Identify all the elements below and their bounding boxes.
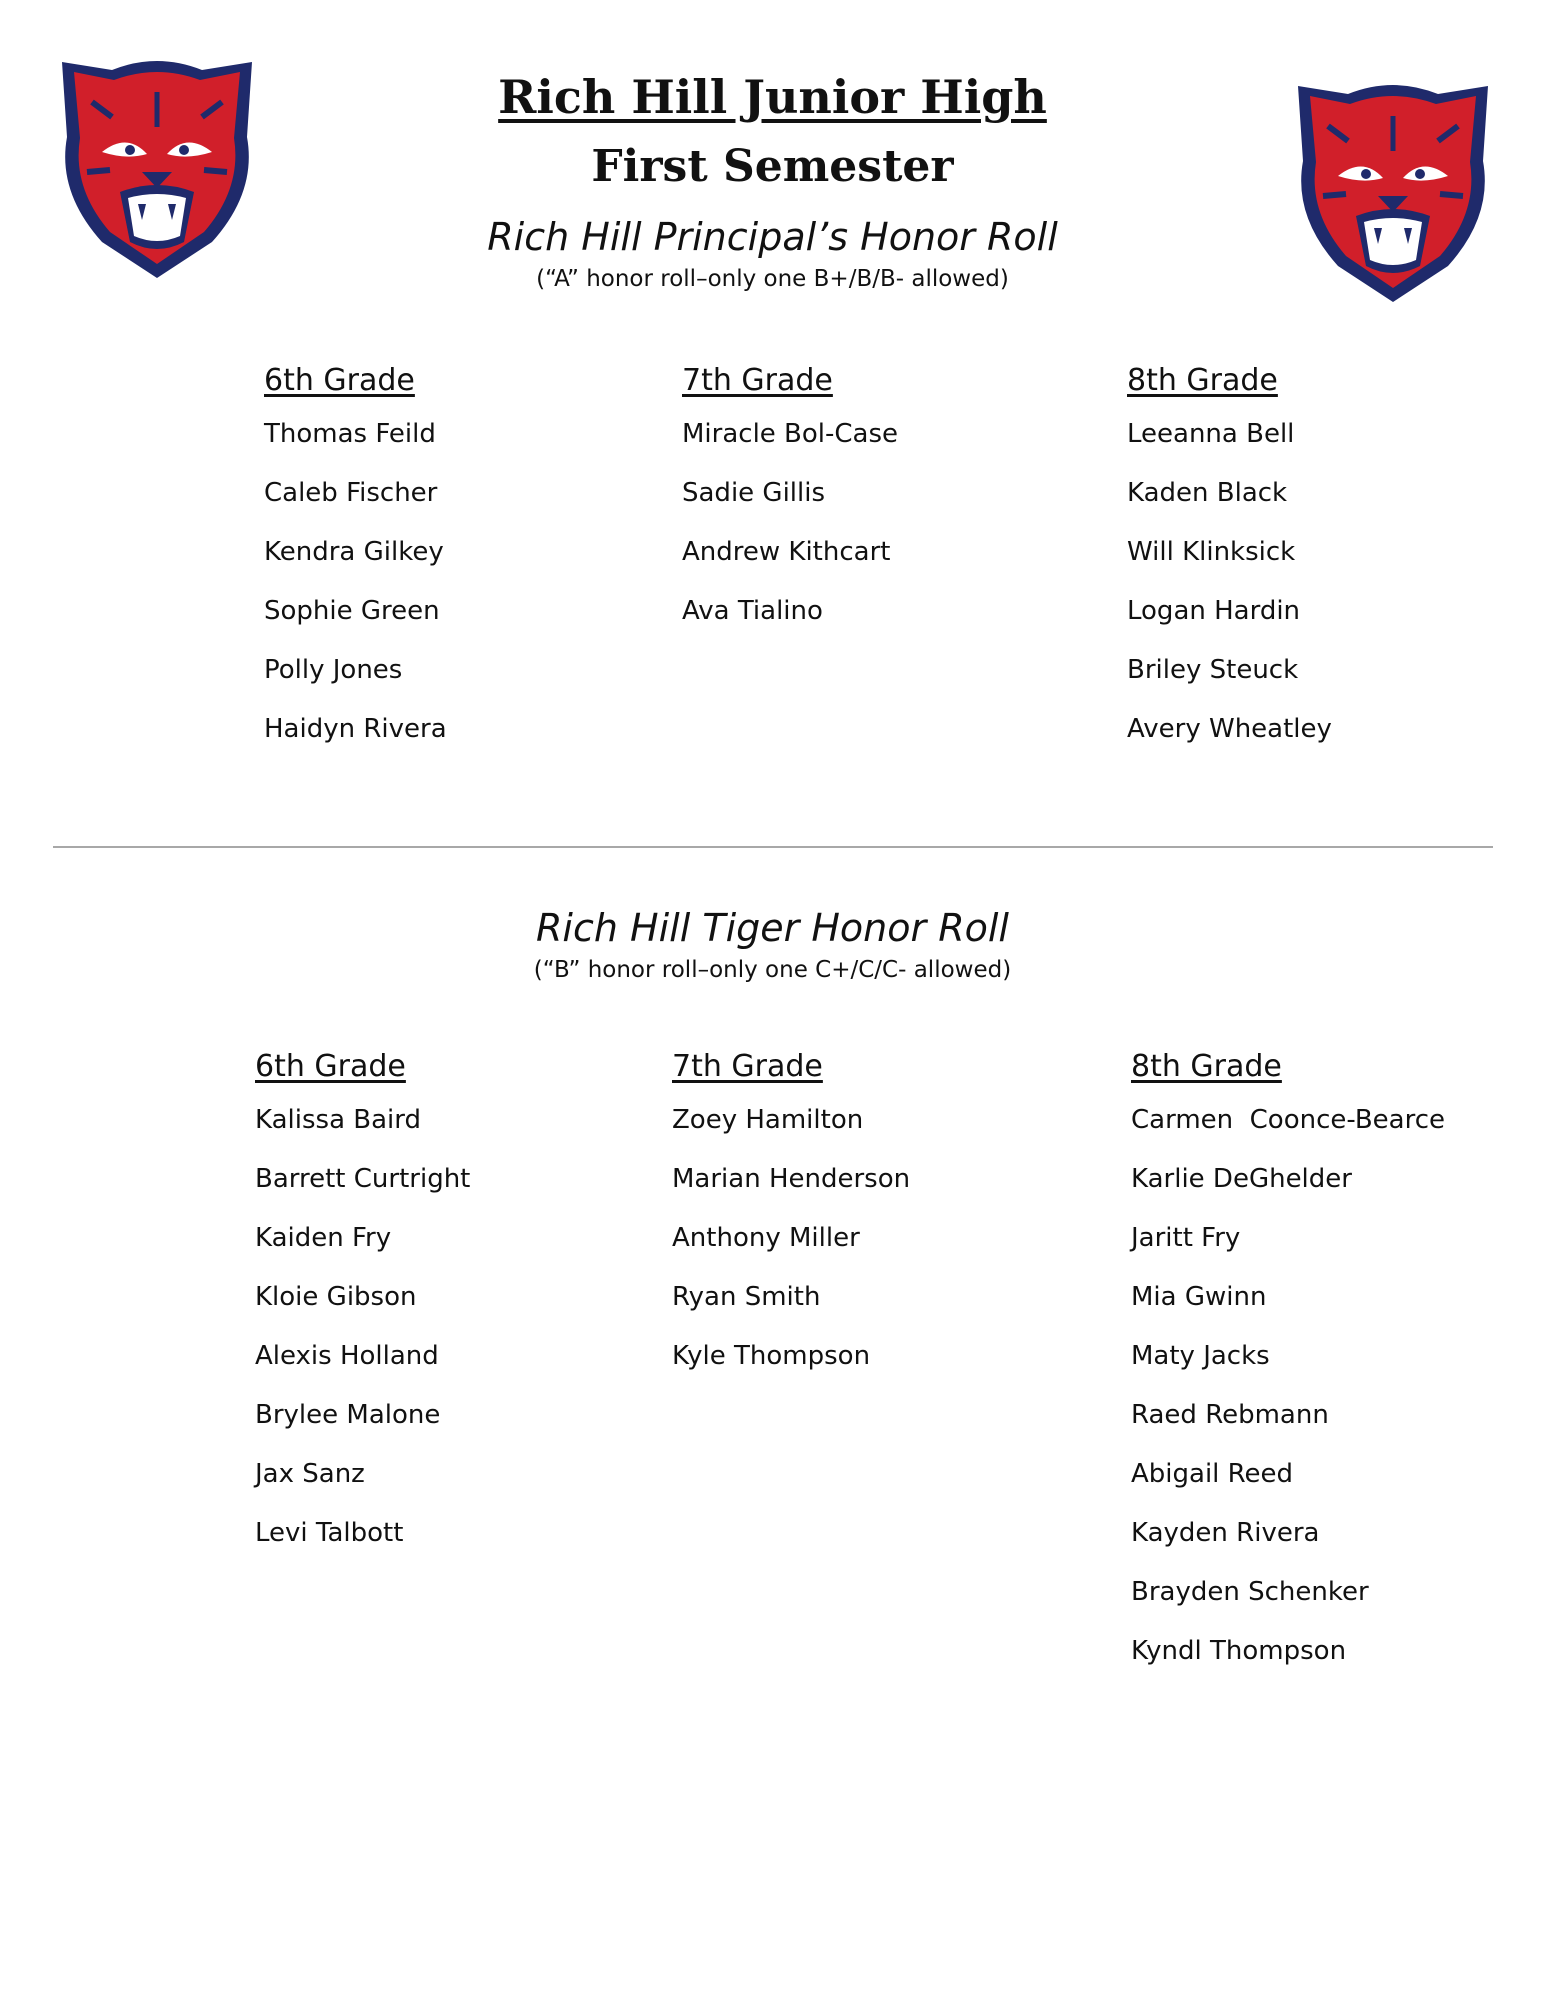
student-name: Jaritt Fry bbox=[1131, 1223, 1241, 1253]
tiger-grade-7-column bbox=[672, 1044, 910, 1397]
student-name: Caleb Fischer bbox=[264, 478, 438, 508]
student-name: Jax Sanz bbox=[255, 1459, 365, 1489]
principal-grade-7-column bbox=[682, 358, 898, 652]
student-name: Ryan Smith bbox=[672, 1282, 821, 1312]
student-name: Alexis Holland bbox=[255, 1341, 439, 1371]
student-name: Brylee Malone bbox=[255, 1400, 441, 1430]
principal-grade-8-column bbox=[1127, 358, 1332, 770]
student-name: Logan Hardin bbox=[1127, 596, 1301, 626]
student-name: Karlie DeGhelder bbox=[1131, 1164, 1352, 1194]
tiger-roll-title: Rich Hill Tiger Honor Roll bbox=[536, 906, 1009, 950]
student-name: Levi Talbott bbox=[255, 1518, 404, 1548]
student-name: Kaden Black bbox=[1127, 478, 1288, 508]
student-name: Leeanna Bell bbox=[1127, 419, 1295, 449]
student-name: Miracle Bol-Case bbox=[682, 419, 899, 449]
tiger-grade-6-column bbox=[255, 1044, 470, 1574]
student-name: Sadie Gillis bbox=[682, 478, 826, 508]
student-name: Haidyn Rivera bbox=[264, 714, 447, 744]
student-name: Mia Gwinn bbox=[1131, 1282, 1267, 1312]
student-name: Barrett Curtright bbox=[255, 1164, 471, 1194]
grade-heading: 8th Grade bbox=[1131, 1049, 1282, 1084]
document-header bbox=[0, 62, 1545, 202]
student-list bbox=[1127, 416, 1332, 770]
student-name: Kloie Gibson bbox=[255, 1282, 417, 1312]
student-name: Avery Wheatley bbox=[1127, 714, 1332, 744]
student-name: Zoey Hamilton bbox=[672, 1105, 864, 1135]
student-name: Abigail Reed bbox=[1131, 1459, 1294, 1489]
tiger-grade-8-column bbox=[1131, 1044, 1445, 1692]
principal-grade-6-column bbox=[264, 358, 447, 770]
student-name: Anthony Miller bbox=[672, 1223, 860, 1253]
tiger-roll-subtitle: (“B” honor roll–only one C+/C/C- allowed) bbox=[533, 957, 1012, 983]
principal-roll-subtitle: (“A” honor roll–only one B+/B/B- allowed) bbox=[536, 266, 1009, 292]
student-list bbox=[672, 1102, 910, 1397]
student-name: Maty Jacks bbox=[1131, 1341, 1270, 1371]
student-name: Briley Steuck bbox=[1127, 655, 1299, 685]
student-list bbox=[1131, 1102, 1445, 1692]
student-name: Polly Jones bbox=[264, 655, 403, 685]
student-name: Sophie Green bbox=[264, 596, 440, 626]
grade-heading: 7th Grade bbox=[682, 363, 833, 398]
student-list bbox=[255, 1102, 470, 1574]
student-name: Brayden Schenker bbox=[1131, 1577, 1369, 1607]
student-name: Kayden Rivera bbox=[1131, 1518, 1320, 1548]
student-name: Andrew Kithcart bbox=[682, 537, 891, 567]
student-name: Will Klinksick bbox=[1127, 537, 1296, 567]
student-list bbox=[264, 416, 447, 770]
student-name: Kyndl Thompson bbox=[1131, 1636, 1347, 1666]
student-name: Marian Henderson bbox=[672, 1164, 911, 1194]
student-name: Thomas Feild bbox=[264, 419, 436, 449]
principal-roll-title: Rich Hill Principal’s Honor Roll bbox=[487, 215, 1058, 259]
grade-heading: 8th Grade bbox=[1127, 363, 1278, 398]
section-divider bbox=[53, 846, 1493, 848]
grade-heading: 7th Grade bbox=[672, 1049, 823, 1084]
student-name: Kaiden Fry bbox=[255, 1223, 392, 1253]
student-name: Carmen Coonce-Bearce bbox=[1131, 1105, 1446, 1135]
student-name: Kalissa Baird bbox=[255, 1105, 421, 1135]
school-title: Rich Hill Junior High bbox=[498, 70, 1047, 124]
student-name: Raed Rebmann bbox=[1131, 1400, 1329, 1430]
student-list bbox=[682, 416, 898, 652]
student-name: Kyle Thompson bbox=[672, 1341, 871, 1371]
semester-title: First Semester bbox=[591, 141, 954, 192]
student-name: Kendra Gilkey bbox=[264, 537, 444, 567]
student-name: Ava Tialino bbox=[682, 596, 823, 626]
grade-heading: 6th Grade bbox=[264, 363, 415, 398]
grade-heading: 6th Grade bbox=[255, 1049, 406, 1084]
